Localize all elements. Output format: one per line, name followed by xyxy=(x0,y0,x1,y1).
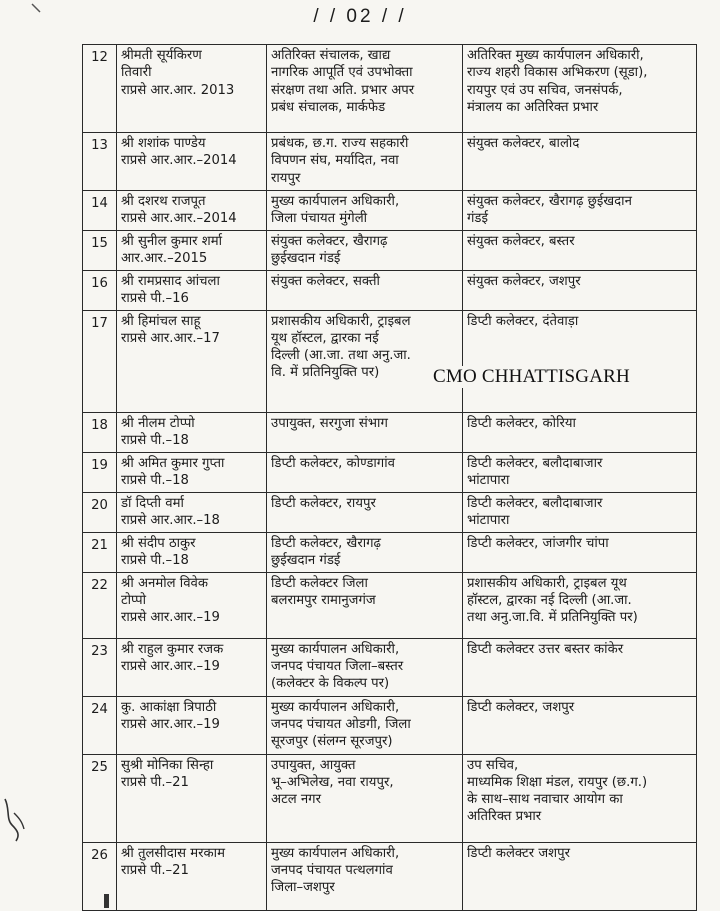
officer-name-line: राप्रसे आर.आर. 2013 xyxy=(121,82,235,98)
table-row xyxy=(83,754,697,842)
current-posting-cell xyxy=(267,754,463,842)
row-number: 17 xyxy=(83,310,117,412)
new-posting-cell xyxy=(463,572,697,638)
row-number: 16 xyxy=(83,270,117,310)
current-posting-cell xyxy=(267,572,463,638)
table-row xyxy=(83,191,697,231)
new-posting-cell xyxy=(463,696,697,754)
current-posting-cell xyxy=(267,492,463,532)
new-posting-line: संयुक्त कलेक्टर, बस्तर xyxy=(467,233,575,249)
current-posting-line: संरक्षण तथा अति. प्रभार अपर xyxy=(271,82,415,98)
current-posting-line: मुख्य कार्यपालन अधिकारी, xyxy=(271,845,400,861)
row-number: 14 xyxy=(83,191,117,231)
officer-name-line: राप्रसे आर.आर.–19 xyxy=(121,658,220,674)
officer-name-line: सुश्री मोनिका सिन्हा xyxy=(121,757,214,773)
margin-pen-mark xyxy=(2,795,28,845)
table-row xyxy=(83,270,697,310)
new-posting-cell xyxy=(463,638,697,696)
table-row xyxy=(83,842,697,910)
officer-name-cell xyxy=(117,45,267,133)
new-posting-line: तथा अनु.जा.वि. में प्रतिनियुक्ति पर) xyxy=(467,610,638,626)
current-posting-line: संयुक्त कलेक्टर, खैरागढ़ xyxy=(271,233,388,249)
current-posting-line: अतिरिक्त संचालक, खाद्य xyxy=(271,48,391,63)
table-row xyxy=(83,452,697,492)
officer-name-cell xyxy=(117,230,267,270)
current-posting-line: दिल्ली (आ.जा. तथा अनु.जा. xyxy=(271,348,411,364)
current-posting-line: उपायुक्त, आयुक्त xyxy=(271,757,356,773)
officer-name-line: राप्रसे पी.–21 xyxy=(121,774,189,790)
new-posting-cell xyxy=(463,230,697,270)
new-posting-line: रायपुर एवं उप सचिव, जनसंपर्क, xyxy=(467,82,623,98)
current-posting-line: मुख्य कार्यपालन अधिकारी, xyxy=(271,194,400,209)
bottom-pen-mark xyxy=(104,894,109,908)
officer-name-line: राप्रसे पी.–16 xyxy=(121,290,189,306)
new-posting-cell xyxy=(463,412,697,452)
officer-name-line: आर.आर.–2015 xyxy=(121,250,208,266)
officer-name-line: राप्रसे पी.–21 xyxy=(121,862,189,878)
new-posting-line: संयुक्त कलेक्टर, जशपुर xyxy=(467,273,581,289)
row-number: 22 xyxy=(83,572,117,638)
current-posting-line: मुख्य कार्यपालन अधिकारी, xyxy=(271,641,400,657)
current-posting-line: डिप्टी कलेक्टर जिला xyxy=(271,575,368,591)
table-row xyxy=(83,572,697,638)
new-posting-line: के साथ–साथ नवाचार आयोग का xyxy=(467,792,623,808)
current-posting-cell xyxy=(267,638,463,696)
officer-name-cell xyxy=(117,572,267,638)
new-posting-cell xyxy=(463,45,697,133)
current-posting-line: जिला–जशपुर xyxy=(271,880,335,896)
officer-name-cell xyxy=(117,310,267,412)
new-posting-line: प्रशासकीय अधिकारी, ट्राइबल यूथ xyxy=(467,575,627,591)
table-row xyxy=(83,412,697,452)
current-posting-line: बलरामपुर रामानुजगंज xyxy=(271,592,376,608)
new-posting-line: संयुक्त कलेक्टर, खैरागढ़ छुईखदान xyxy=(467,194,632,209)
current-posting-line: भू–अभिलेख, नवा रायपुर, xyxy=(271,774,394,790)
new-posting-line: संयुक्त कलेक्टर, बालोद xyxy=(467,136,580,151)
new-posting-line: भांटापारा xyxy=(467,472,510,488)
current-posting-line: जनपद पंचायत जिला–बस्तर xyxy=(271,658,404,674)
new-posting-cell xyxy=(463,842,697,910)
officer-name-line: राप्रसे आर.आर.–18 xyxy=(121,512,220,528)
officer-name-line: राप्रसे आर.आर.–2014 xyxy=(121,153,237,169)
current-posting-cell xyxy=(267,270,463,310)
new-posting-line: हॉस्टल, द्वारका नई दिल्ली (आ.जा. xyxy=(467,592,632,608)
current-posting-line: सूरजपुर (संलग्न सूरजपुर) xyxy=(271,734,393,750)
current-posting-line: रायपुर xyxy=(271,170,301,186)
current-posting-line: छुईखदान गंडई xyxy=(271,552,341,568)
officer-name-line: श्री संदीप ठाकुर xyxy=(121,535,196,551)
current-posting-cell xyxy=(267,532,463,572)
current-posting-cell xyxy=(267,842,463,910)
current-posting-line: वि. में प्रतिनियुक्ति पर) xyxy=(271,365,380,381)
officer-name-cell xyxy=(117,842,267,910)
new-posting-line: भांटापारा xyxy=(467,512,510,528)
current-posting-cell xyxy=(267,191,463,231)
officer-name-cell xyxy=(117,133,267,191)
officer-name-line: श्री शशांक पाण्डेय xyxy=(121,136,206,151)
table-row xyxy=(83,45,697,133)
new-posting-line: डिप्टी कलेक्टर, जांजगीर चांपा xyxy=(467,535,609,551)
row-number: 12 xyxy=(83,45,117,133)
current-posting-line: संयुक्त कलेक्टर, सक्ती xyxy=(271,273,380,289)
current-posting-line: यूथ हॉस्टल, द्वारका नई xyxy=(271,330,379,346)
current-posting-line: मुख्य कार्यपालन अधिकारी, xyxy=(271,699,400,715)
new-posting-line: राज्य शहरी विकास अभिकरण (सूडा), xyxy=(467,65,648,81)
officer-name-cell xyxy=(117,754,267,842)
current-posting-line: डिप्टी कलेक्टर, रायपुर xyxy=(271,495,376,511)
row-number: 21 xyxy=(83,532,117,572)
table-row xyxy=(83,230,697,270)
new-posting-line: माध्यमिक शिक्षा मंडल, रायपुर (छ.ग.) xyxy=(467,774,648,790)
officer-name-line: राप्रसे पी.–18 xyxy=(121,552,189,568)
table-row xyxy=(83,133,697,191)
current-posting-cell xyxy=(267,412,463,452)
officer-name-line: टोप्पो xyxy=(121,592,147,608)
new-posting-cell xyxy=(463,133,697,191)
current-posting-line: छुईखदान गंडई xyxy=(271,250,341,266)
officer-name-line: कु. आकांक्षा त्रिपाठी xyxy=(121,699,217,715)
officer-name-cell xyxy=(117,638,267,696)
current-posting-cell xyxy=(267,452,463,492)
current-posting-line: डिप्टी कलेक्टर, कोण्डागांव xyxy=(271,455,395,471)
officer-name-line: श्री राहुल कुमार रजक xyxy=(121,641,224,657)
officer-name-cell xyxy=(117,696,267,754)
new-posting-cell xyxy=(463,191,697,231)
table-body xyxy=(83,45,697,911)
current-posting-line: प्रबंध संचालक, मार्कफेड xyxy=(271,99,386,115)
officer-name-cell xyxy=(117,412,267,452)
officer-name-cell xyxy=(117,492,267,532)
new-posting-line: अतिरिक्त प्रभार xyxy=(467,809,542,825)
officer-name-line: श्री अनमोल विवेक xyxy=(121,575,208,591)
officer-name-line: राप्रसे आर.आर.–17 xyxy=(121,330,220,346)
new-posting-cell xyxy=(463,754,697,842)
current-posting-cell xyxy=(267,45,463,133)
current-posting-line: प्रबंधक, छ.ग. राज्य सहकारी xyxy=(271,136,409,151)
new-posting-cell xyxy=(463,492,697,532)
new-posting-cell xyxy=(463,532,697,572)
new-posting-line: अतिरिक्त मुख्य कार्यपालन अधिकारी, xyxy=(467,48,644,63)
new-posting-line: डिप्टी कलेक्टर, बलौदाबाजार xyxy=(467,455,603,471)
new-posting-cell xyxy=(463,452,697,492)
row-number: 15 xyxy=(83,230,117,270)
officer-name-cell xyxy=(117,452,267,492)
row-number: 26 xyxy=(83,842,117,910)
table-row xyxy=(83,492,697,532)
officer-name-line: श्री सुनील कुमार शर्मा xyxy=(121,233,223,249)
officer-name-line: राप्रसे आर.आर.–2014 xyxy=(121,211,237,227)
row-number: 13 xyxy=(83,133,117,191)
officer-name-cell xyxy=(117,532,267,572)
current-posting-line: उपायुक्त, सरगुजा संभाग xyxy=(271,415,388,431)
new-posting-line: डिप्टी कलेक्टर, दंतेवाड़ा xyxy=(467,313,579,329)
new-posting-line: डिप्टी कलेक्टर, कोरिया xyxy=(467,415,576,431)
row-number: 23 xyxy=(83,638,117,696)
officer-name-line: राप्रसे आर.आर.–19 xyxy=(121,716,220,732)
row-number: 18 xyxy=(83,412,117,452)
current-posting-line: (कलेक्टर के विकल्प पर) xyxy=(271,676,390,692)
officer-name-line: श्री अमित कुमार गुप्ता xyxy=(121,455,225,471)
officer-name-cell xyxy=(117,191,267,231)
watermark-text: CMO CHHATTISGARH xyxy=(430,366,633,388)
officer-name-line: श्री तुलसीदास मरकाम xyxy=(121,845,225,861)
row-number: 19 xyxy=(83,452,117,492)
new-posting-cell xyxy=(463,270,697,310)
current-posting-line: नागरिक आपूर्ति एवं उपभोक्ता xyxy=(271,65,413,81)
table-row xyxy=(83,638,697,696)
new-posting-cell xyxy=(463,310,697,412)
table-row xyxy=(83,532,697,572)
new-posting-line: डिप्टी कलेक्टर, जशपुर xyxy=(467,699,575,715)
current-posting-cell xyxy=(267,133,463,191)
new-posting-line: उप सचिव, xyxy=(467,757,519,773)
officer-name-line: श्री दशरथ राजपूत xyxy=(121,194,206,209)
new-posting-line: डिप्टी कलेक्टर जशपुर xyxy=(467,845,570,861)
new-posting-line: गंडई xyxy=(467,211,488,227)
officer-name-line: श्री नीलम टोप्पो xyxy=(121,415,195,431)
transfer-order-table xyxy=(82,44,697,911)
officer-name-line: श्रीमती सूर्यकिरण xyxy=(121,48,202,63)
officer-name-line: राप्रसे आर.आर.–19 xyxy=(121,610,220,626)
officer-name-line: राप्रसे पी.–18 xyxy=(121,472,189,488)
current-posting-cell xyxy=(267,696,463,754)
current-posting-line: डिप्टी कलेक्टर, खैरागढ़ xyxy=(271,535,381,551)
current-posting-line: विपणन संघ, मर्यादित, नवा xyxy=(271,153,399,169)
officer-name-line: राप्रसे पी.–18 xyxy=(121,432,189,448)
officer-name-line: तिवारी xyxy=(121,65,152,81)
current-posting-line: अटल नगर xyxy=(271,792,321,808)
current-posting-line: जनपद पंचायत पत्थलगांव xyxy=(271,862,393,878)
new-posting-line: डिप्टी कलेक्टर उत्तर बस्तर कांकेर xyxy=(467,641,624,657)
current-posting-line: जनपद पंचायत ओडगी, जिला xyxy=(271,716,411,732)
row-number: 25 xyxy=(83,754,117,842)
row-number: 24 xyxy=(83,696,117,754)
current-posting-cell xyxy=(267,310,463,412)
officer-name-line: डॉ दिप्ती वर्मा xyxy=(121,495,184,511)
new-posting-line: मंत्रालय का अतिरिक्त प्रभार xyxy=(467,99,599,115)
officer-name-cell xyxy=(117,270,267,310)
row-number: 20 xyxy=(83,492,117,532)
officer-name-line: श्री रामप्रसाद आंचला xyxy=(121,273,220,289)
officer-name-line: श्री हिमांचल साहू xyxy=(121,313,201,329)
new-posting-line: डिप्टी कलेक्टर, बलौदाबाजार xyxy=(467,495,603,511)
table-row xyxy=(83,310,697,412)
current-posting-line: प्रशासकीय अधिकारी, ट्राइबल xyxy=(271,313,411,329)
page-number-header: / / 02 / / xyxy=(313,6,407,27)
table-row xyxy=(83,696,697,754)
current-posting-cell xyxy=(267,230,463,270)
current-posting-line: जिला पंचायत मुंगेली xyxy=(271,211,368,227)
